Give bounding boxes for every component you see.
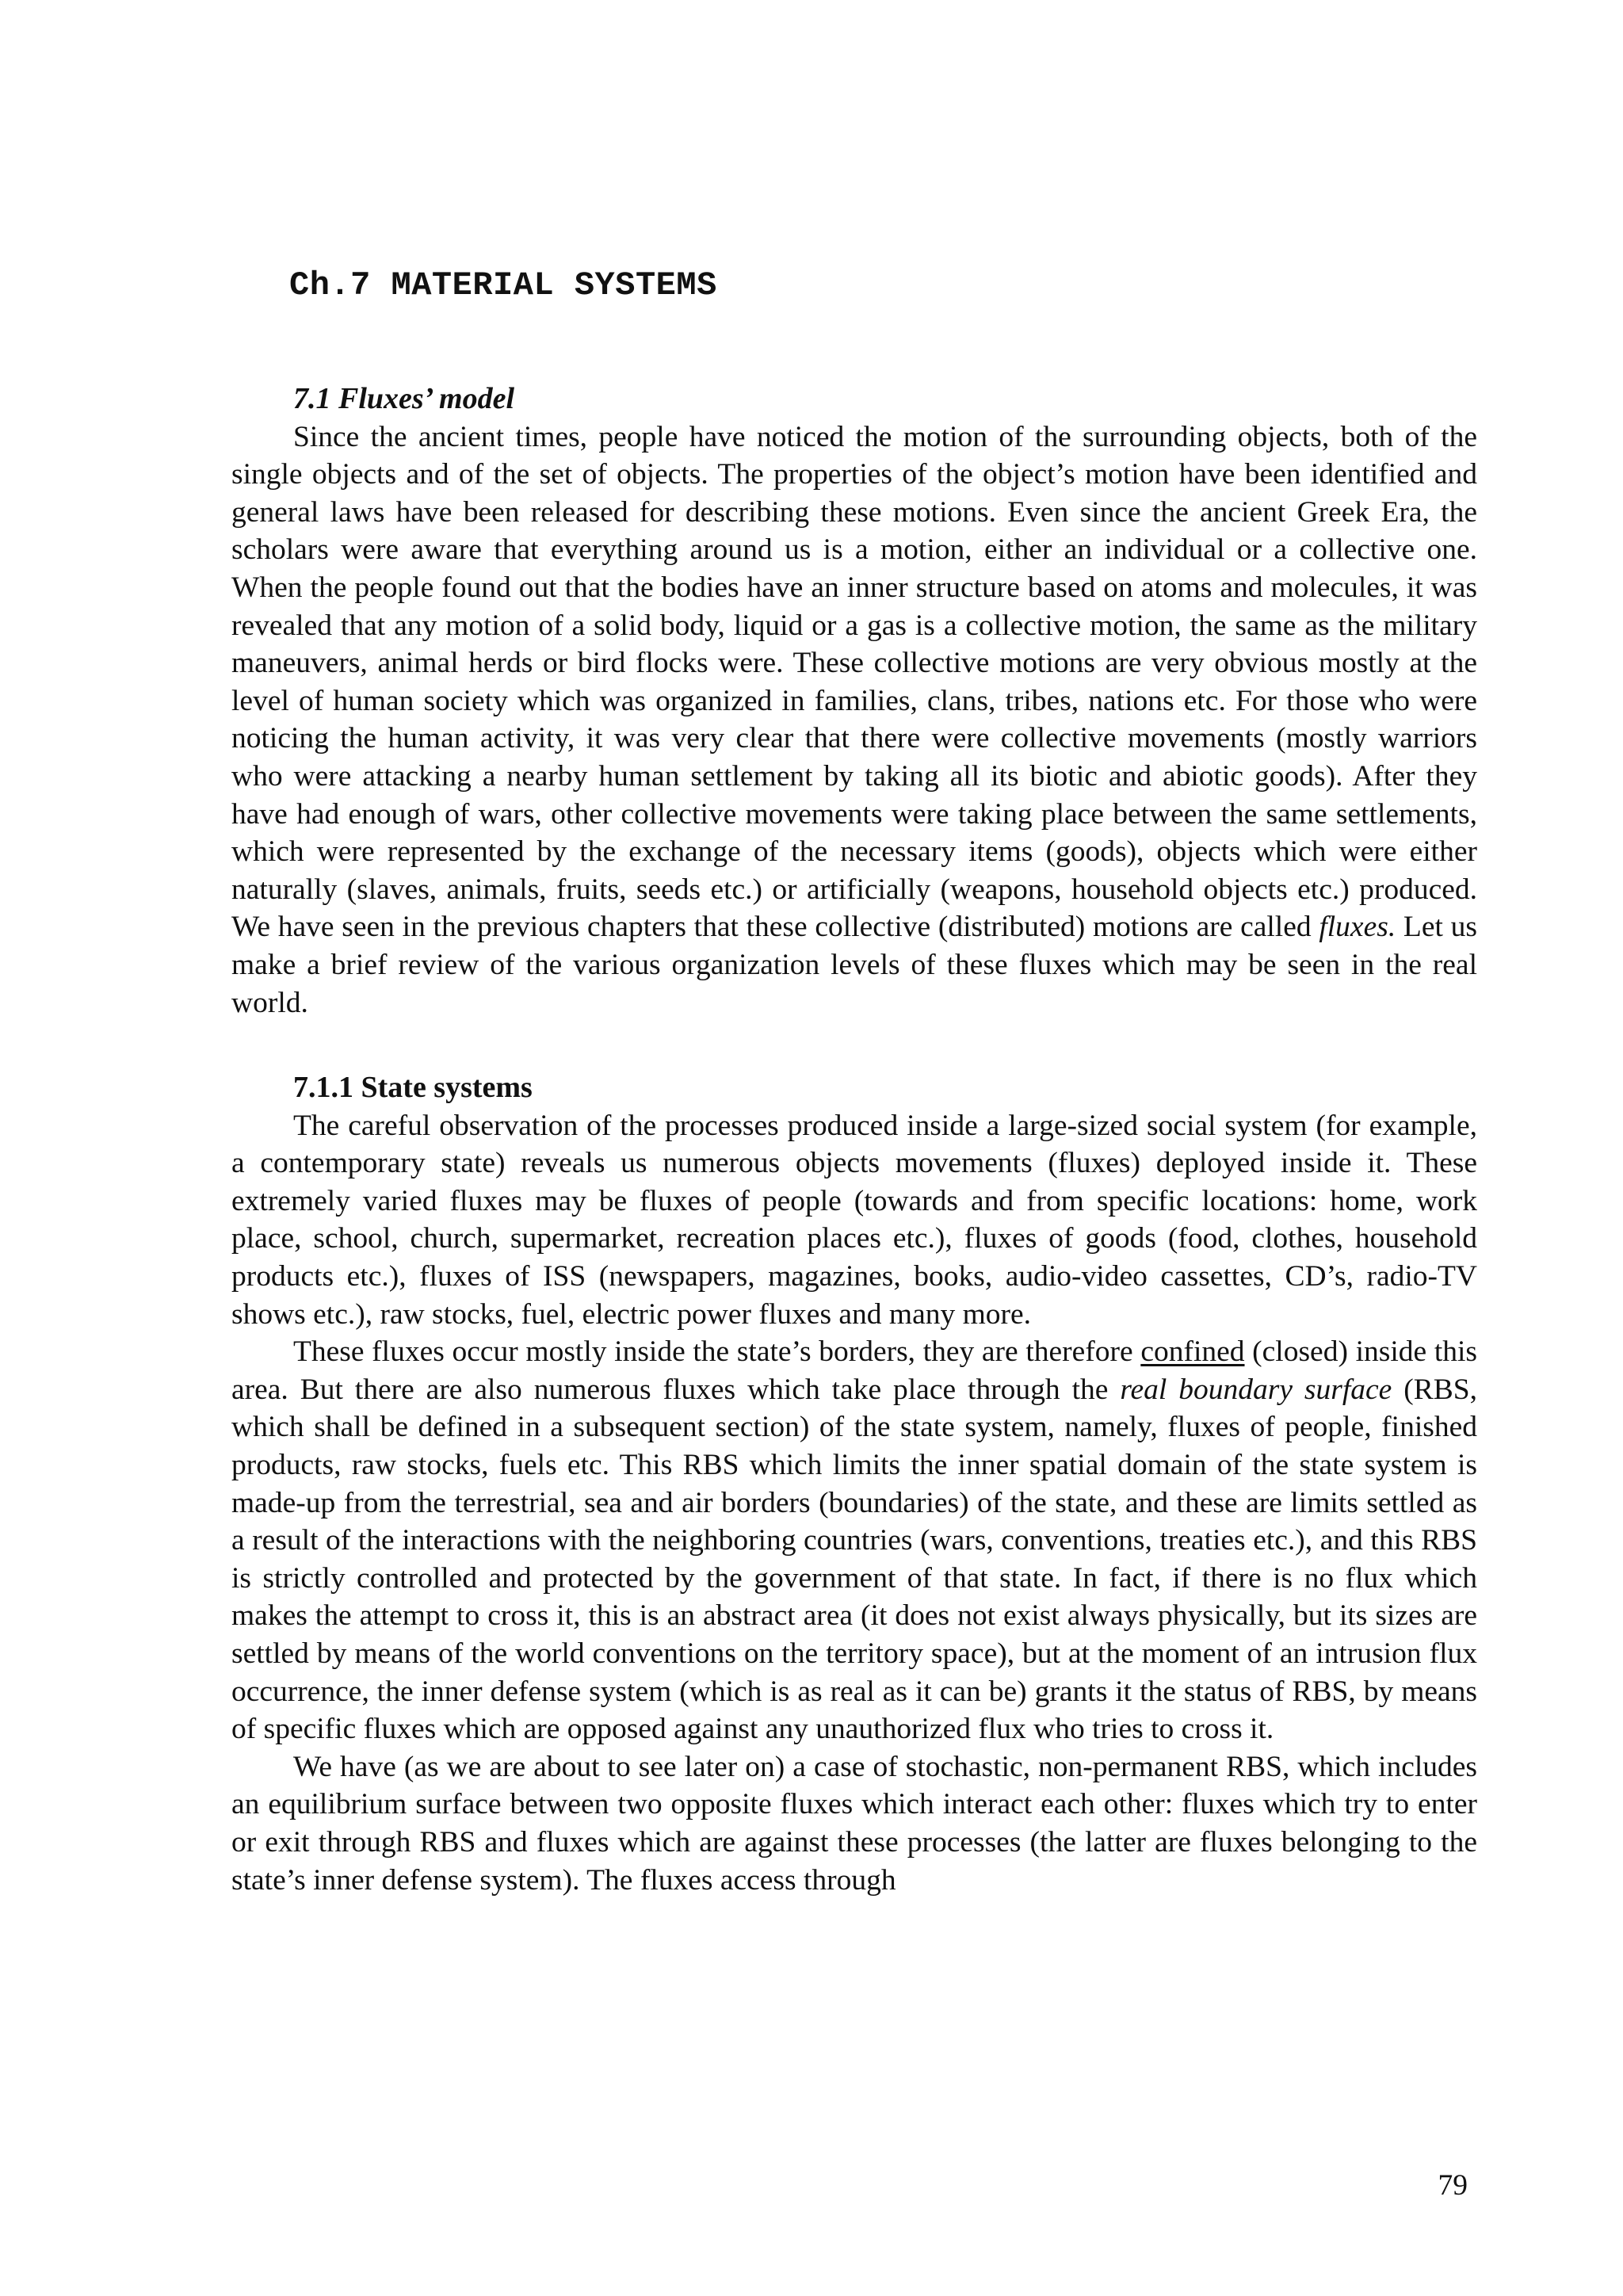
paragraph-text: Let us make a brief review of the various organization levels of these fluxes which may be seen in the real world. [231, 911, 1477, 1019]
paragraph-text: (closed) inside this area. But there are also numerous fluxes which take place through the [231, 1335, 1477, 1406]
chapter-title: Ch.7 MATERIAL SYSTEMS [289, 266, 717, 304]
subsection-paragraph [231, 1333, 1477, 1748]
paragraph-text: Since the ancient times, people have noticed the motion of the surrounding objects, both of the single objects and of the set of objects. The properties of the object’s motion have been identified and general laws have been released for describing these motions. Even since the ancient Greek Era, the scholars were aware that everything around us is a motion, either an individual or a collective one. When the people found out that the bodies have an inner structure based on atoms and molecules, it was revealed that any motion of a solid body, liquid or a gas is a collective motion, the same as the military maneuvers, animal herds or bird flocks were. These collective motions are very obvious mostly at the level of human society which was organized in families, clans, tribes, nations etc. For those who were noticing the human activity, it was very clear that there were collective movements (mostly warriors who were attacking a nearby human settlement by taking all its biotic and abiotic goods). After they have had enough of wars, other collective movements were taking place between the same settlements, which were represented by the exchange of the necessary items (goods), objects which were either naturally (slaves, animals, fruits, seeds etc.) or artificially (weapons, household objects etc.) produced. We have seen in the previous chapters that these collective (distributed) motions are called [231, 420, 1477, 944]
paragraph-text: These fluxes occur mostly inside the state’s borders, they are therefore [293, 1335, 1141, 1369]
underlined-term: confined [1140, 1335, 1245, 1369]
subsection-paragraph: We have (as we are about to see later on) a case of stochastic, non-permanent RBS, which includes an equilibrium surface between two opposite fluxes which interact each other: fluxes which try to enter or exit through RBS and fluxes which are against these processes (the latter are fluxes belonging to the state’s inner defense system). The fluxes access through [231, 1750, 1477, 1897]
paragraph-text: (RBS, which shall be defined in a subsequent section) of the state system, namely, fluxes of people, finished products, raw stocks, fuels etc. This RBS which limits the inner spatial domain of the state system is made-up from the terrestrial, sea and air borders (boundaries) of the state, and these are limits settled as a result of the interactions with the neighboring countries (wars, conventions, treaties etc.), and this RBS is strictly controlled and protected by the government of that state. In fact, if there is no flux which makes the attempt to cross it, this is an abstract area (it does not exist always physically, but its sizes are settled by means of the world conventions on the territory space), but at the moment of an intrusion flux occurrence, the inner defense system (which is as real as it can be) grants it the status of RBS, by means of specific fluxes which are opposed against any unauthorized flux who tries to cross it. [231, 1373, 1477, 1746]
emphasized-term: fluxes. [1319, 911, 1396, 944]
italic-term: real boundary surface [1120, 1373, 1392, 1406]
subsection-paragraph: The careful observation of the processes produced inside a large-sized social system (for example, a contemporary state) reveals us numerous objects movements (fluxes) deployed inside it. These extremely varied fluxes may be fluxes of people (towards and from specific locations: home, work place, school, church, supermarket, recreation places etc.), fluxes of goods (food, clothes, household products etc.), fluxes of ISS (newspapers, magazines, books, audio-video cassettes, CD’s, radio-TV shows etc.), raw stocks, fuel, electric power fluxes and many more. [231, 1109, 1477, 1331]
page-number: 79 [1438, 2169, 1468, 2202]
section-heading: 7.1 Fluxes’ model [293, 382, 515, 415]
section-spacer [231, 1022, 1477, 1069]
page-body [231, 380, 1477, 1899]
section-paragraph [231, 418, 1477, 1022]
subsection-heading: 7.1.1 State systems [293, 1071, 533, 1105]
